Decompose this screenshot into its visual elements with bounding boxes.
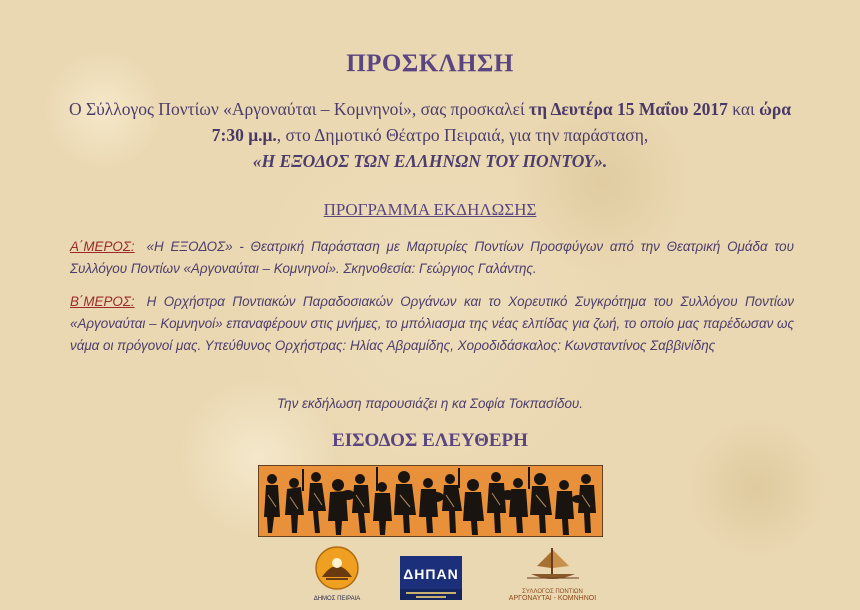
dimos-emblem-icon <box>306 545 368 591</box>
dipan-logo <box>400 556 462 600</box>
syllogos-caption-1: ΣΥΛΛΟΓΟΣ ΠΟΝΤΙΩΝ <box>522 589 583 595</box>
intro-date: τη Δευτέρα 15 Μαΐου 2017 <box>529 99 728 119</box>
intro-time: ώρα 7:30 μ.μ. <box>211 99 792 145</box>
intro-text-2: και <box>727 99 760 119</box>
invitation-intro <box>60 96 800 174</box>
presenter-note: Την εκδήλωση παρουσιάζει η κα Σοφία Τοκπασίδου. <box>276 396 584 411</box>
dimos-peiraia-logo <box>306 545 368 601</box>
part-1-label: Α΄ΜΕΡΟΣ: <box>70 239 135 254</box>
program-part-1 <box>70 236 794 280</box>
show-title: «Η ΕΞΟΔΟΣ ΤΩΝ ΕΛΛΗΝΩΝ ΤΟΥ ΠΟΝΤΟΥ». <box>252 151 608 171</box>
part-2-text: Η Ορχήστρα Ποντιακών Παραδοσιακών Οργάνων και το Χορευτικό Συγκρότημα του Συλλόγου Ποντίων «Αργοναύται – Κομνηνοί» επαναφέρουν στις μνήμες, το μπόλιασμα της νέας ελπίδας για ζωή, το οποίο μας παρέδωσαν ως νάμα οι πρόγονοί μας. Υπεύθυνος Ορχήστρας: Ηλίας Αβραμίδης, Χοροδιδάσκαλος: Κωνσταντίνος Σαββινίδης <box>70 294 794 353</box>
dipan-mark: ΔΗΠΑΝ <box>403 566 459 582</box>
free-entry-heading: ΕΙΣΟΔΟΣ ΕΛΕΥΘΕΡΗ <box>332 430 528 451</box>
syllogos-logo <box>505 544 600 606</box>
program-part-2 <box>70 291 794 357</box>
page-title: ΠΡΟΣΚΛΗΣΗ <box>346 50 514 77</box>
refugees-frieze-image <box>258 465 603 537</box>
program-heading: ΠΡΟΓΡΑΜΜΑ ΕΚΔΗΛΩΣΗΣ <box>323 200 537 219</box>
part-1-text: «Η ΕΞΟΔΟΣ» - Θεατρική Παράσταση με Μαρτυρίες Ποντίων Προσφύγων από την Θεατρική Ομάδα του Συλλόγου Ποντίων «Αργοναύται – Κομνηνοί». Σκηνοθεσία: Γεώργιος Γαλάντης. <box>70 239 794 276</box>
dimos-caption: ΔΗΜΟΣ ΠΕΙΡΑΙΑ <box>313 596 361 602</box>
ship-emblem-icon <box>505 544 600 584</box>
syllogos-caption-2: ΑΡΓΟΝΑΥΤΑΙ - ΚΟΜΝΗΝΟΙ <box>508 595 597 602</box>
intro-text-3: , στο Δημοτικό Θέατρο Πειραιά, για την παράσταση, <box>276 125 649 145</box>
part-2-label: Β΄ΜΕΡΟΣ: <box>70 294 135 309</box>
intro-text-1: Ο Σύλλογος Ποντίων «Αργοναύται – Κομνηνοί», σας προσκαλεί <box>68 99 530 119</box>
